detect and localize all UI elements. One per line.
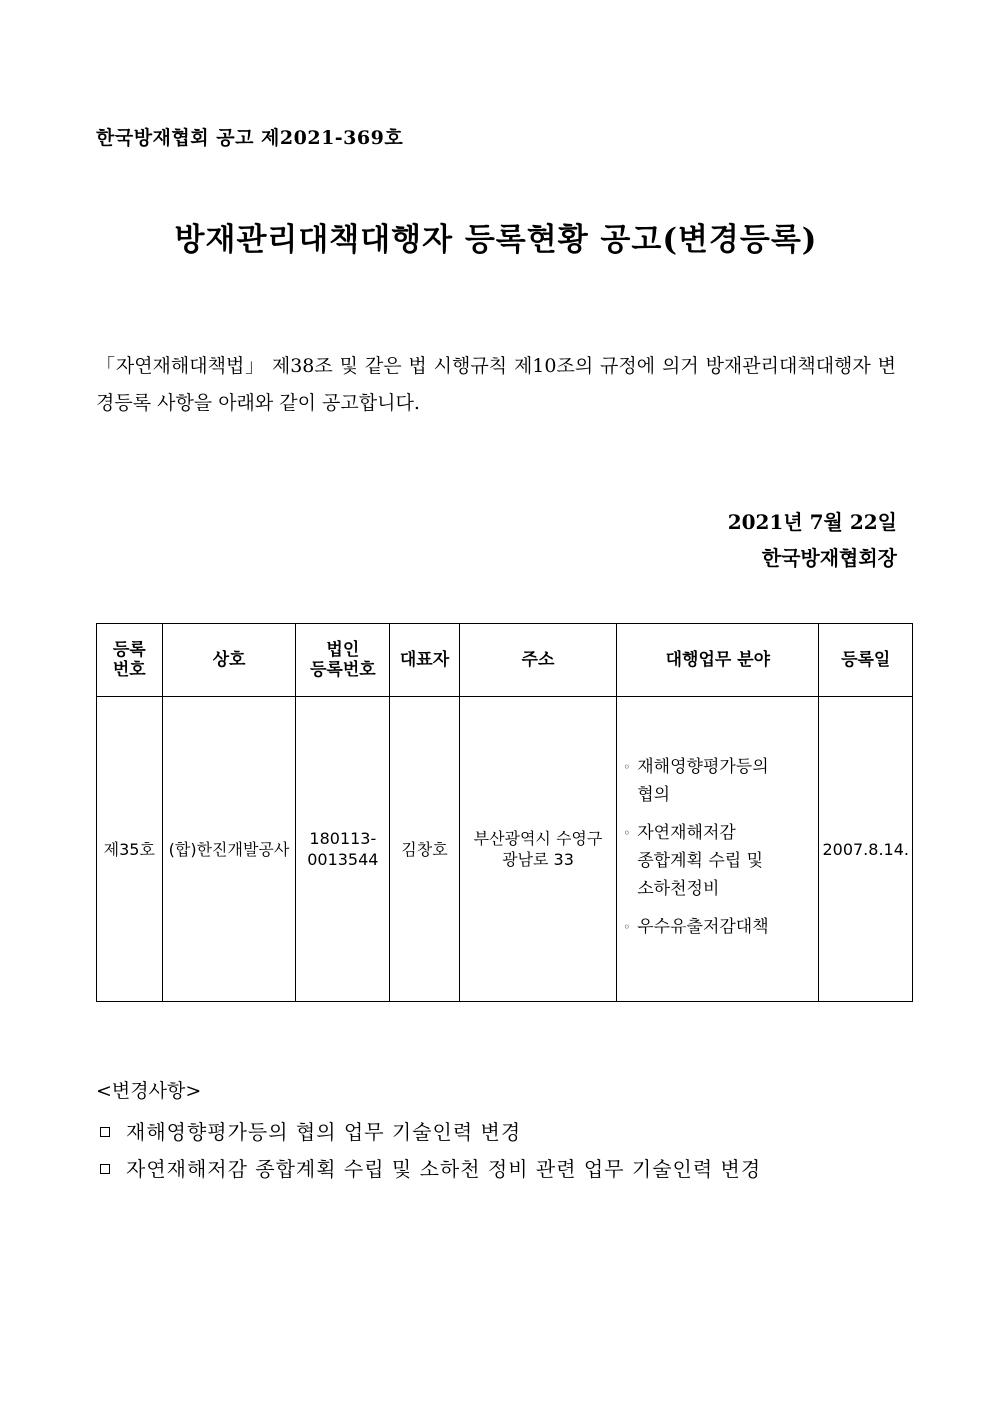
address-text: 부산광역시 수영구 광남로 33 [473, 829, 603, 869]
header-company: 상호 [162, 624, 296, 697]
header-reg-date: 등록일 [819, 624, 913, 697]
business-item [623, 753, 815, 809]
bullet-icon: ◦ [623, 760, 631, 774]
registration-table [96, 623, 913, 1002]
header-representative: 대표자 [390, 624, 459, 697]
change-item-text: 자연재해저감 종합계획 수립 및 소하천 정비 관련 업무 기술인력 변경 [126, 1157, 762, 1181]
cell-company: (합)한진개발공사 [162, 697, 296, 1002]
change-item-text: 재해영향평가등의 협의 업무 기술인력 변경 [126, 1120, 522, 1144]
header-reg-no-text: 등록 번호 [112, 640, 146, 680]
notice-date: 2021년 7월 22일 [727, 510, 897, 534]
corp-no-text: 180113- 0013544 [307, 829, 379, 869]
square-bullet-icon [100, 1127, 110, 1137]
header-address: 주소 [459, 624, 617, 697]
business-item [623, 913, 815, 941]
business-item [623, 819, 815, 903]
header-business: 대행업무 분야 [617, 624, 819, 697]
table-row [97, 697, 913, 1002]
square-bullet-icon [100, 1164, 110, 1174]
header-reg-no [97, 624, 163, 697]
bullet-icon: ◦ [623, 920, 631, 934]
cell-business [617, 697, 819, 1002]
cell-representative: 김창호 [390, 697, 459, 1002]
cell-reg-date: 2007.8.14. [819, 697, 913, 1002]
business-item-text: 재해영향평가등의 협의 [637, 757, 769, 805]
business-item-text: 우수유출저감대책 [637, 917, 769, 937]
header-corp-no-text: 법인 등록번호 [309, 640, 376, 680]
business-item-text: 자연재해저감 종합계획 수립 및 소하천정비 [637, 823, 764, 899]
cell-address [459, 697, 617, 1002]
bullet-icon: ◦ [623, 826, 631, 840]
header-corp-no [296, 624, 390, 697]
change-item [100, 1116, 521, 1145]
cell-reg-no: 제35호 [97, 697, 163, 1002]
cell-corp-no [296, 697, 390, 1002]
table-header-row [97, 624, 913, 697]
body-paragraph: 「자연재해대책법」 제38조 및 같은 법 시행규칙 제10조의 규정에 의거 방재관리대책대행자 변경등록 사항을 아래와 같이 공고합니다. [96, 355, 896, 414]
document-title: 방재관리대책대행자 등록현황 공고(변경등록) [174, 222, 818, 258]
change-item [100, 1153, 761, 1182]
issuer: 한국방재협회장 [761, 546, 897, 570]
changes-heading: <변경사항> [96, 1080, 202, 1102]
notice-number: 한국방재협회 공고 제2021-369호 [96, 127, 404, 149]
